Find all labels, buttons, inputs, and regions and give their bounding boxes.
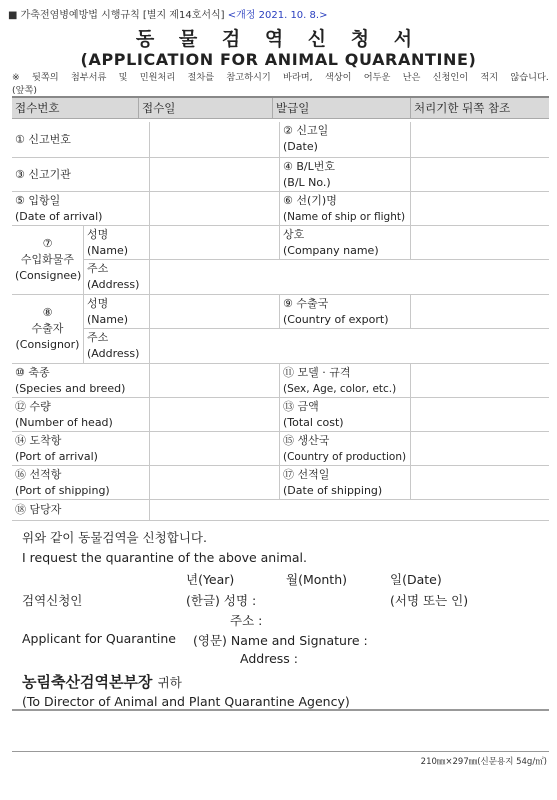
- signature-or-seal: (서명 또는 인): [390, 593, 469, 608]
- recipient: [22, 671, 182, 692]
- declaration-english: I request the quarantine of the above animal.: [22, 550, 307, 565]
- address-english[interactable]: Address :: [240, 651, 298, 666]
- title-korean: 동 물 검 역 신 청 서: [135, 28, 422, 50]
- declaration-section: [12, 523, 549, 709]
- issue-date-cell: 발급일: [273, 98, 411, 119]
- receipt-date-cell: 접수일: [139, 98, 273, 119]
- total-cost-input[interactable]: [411, 398, 549, 432]
- port-shipping-label: ⑯ 선적항 (Port of shipping): [12, 466, 150, 500]
- report-date-input[interactable]: [411, 122, 549, 158]
- paper-spec: 210㎜×297㎜(신문용지 54g/㎡): [420, 757, 547, 767]
- recipient-title: 농림축산검역본부장: [22, 673, 153, 691]
- law-reference: ■ 가축전염병예방법 시행규칙 [별지 제14호서식]: [8, 10, 225, 21]
- arrival-date-input[interactable]: [150, 192, 280, 226]
- note-line: ※ 뒷쪽의 첨부서류 및 민원처리 절차를 참고하시기 바라며, 색상이 어두운 난은 신청인이 적지 않습니다.: [12, 72, 549, 83]
- bottom-rule: [12, 751, 549, 752]
- production-country-input[interactable]: [411, 432, 549, 466]
- instruction-note: [12, 71, 549, 97]
- section-divider: [12, 709, 549, 711]
- revision-date: <개정 2021. 10. 8.>: [227, 10, 328, 21]
- report-date-label: ② 신고일 (Date): [280, 122, 411, 158]
- title-english: (APPLICATION FOR ANIMAL QUARANTINE): [80, 50, 477, 69]
- person-in-charge-input[interactable]: [150, 500, 549, 521]
- company-name-label: 상호 (Company name): [280, 226, 411, 260]
- form-reference: [8, 6, 327, 21]
- production-country-label: ⑮ 생산국 (Country of production): [280, 432, 411, 466]
- shipping-date-input[interactable]: [411, 466, 549, 500]
- applicant-name-korean[interactable]: (한글) 성명 :: [186, 593, 257, 608]
- recipient-english: (To Director of Animal and Plant Quarantine Agency): [22, 694, 350, 709]
- shipping-date-label: ⑰ 선적일 (Date of shipping): [280, 466, 411, 500]
- consignee-address-input[interactable]: [150, 260, 549, 295]
- month-label: 월(Month): [286, 572, 348, 587]
- report-number-label: ① 신고번호: [12, 122, 150, 158]
- consignee-name-label: 성명 (Name): [84, 226, 150, 260]
- processing-period-cell: 처리기한 뒤쪽 참조: [411, 98, 549, 119]
- export-country-input[interactable]: [411, 295, 549, 329]
- applicant-label-korean: 검역신청인: [22, 593, 83, 608]
- consignee-name-input[interactable]: [150, 226, 280, 260]
- recipient-honorific: 귀하: [157, 675, 182, 690]
- port-arrival-input[interactable]: [150, 432, 280, 466]
- ship-name-input[interactable]: [411, 192, 549, 226]
- day-label: 일(Date): [390, 572, 442, 587]
- quantity-input[interactable]: [150, 398, 280, 432]
- report-number-input[interactable]: [150, 122, 280, 158]
- consignor-label: ⑧ 수출자 (Consignor): [12, 295, 84, 364]
- port-arrival-label: ⑭ 도착항 (Port of arrival): [12, 432, 150, 466]
- consignor-address-input[interactable]: [150, 329, 549, 364]
- company-name-input[interactable]: [411, 226, 549, 260]
- page-side-label: (앞쪽): [12, 85, 37, 96]
- total-cost-label: ⑬ 금액 (Total cost): [280, 398, 411, 432]
- consignor-address-label: 주소 (Address): [84, 329, 150, 364]
- quantity-label: ⑫ 수량 (Number of head): [12, 398, 150, 432]
- consignee-address-label: 주소 (Address): [84, 260, 150, 295]
- address-korean[interactable]: 주소 :: [230, 613, 263, 628]
- model-spec-label: ⑪ 모델 · 규격 (Sex, Age, color, etc.): [280, 364, 411, 398]
- applicant-name-english[interactable]: (영문) Name and Signature :: [193, 633, 368, 648]
- port-shipping-input[interactable]: [150, 466, 280, 500]
- year-label: 년(Year): [186, 572, 235, 587]
- report-agency-label: ③ 신고기관: [12, 158, 150, 192]
- species-input[interactable]: [150, 364, 280, 398]
- report-agency-input[interactable]: [150, 158, 280, 192]
- export-country-label: ⑨ 수출국 (Country of export): [280, 295, 411, 329]
- applicant-label-english: Applicant for Quarantine: [22, 631, 176, 646]
- arrival-date-label: ⑤ 입항일 (Date of arrival): [12, 192, 150, 226]
- bl-number-label: ④ B/L번호 (B/L No.): [280, 158, 411, 192]
- consignor-name-label: 성명 (Name): [84, 295, 150, 329]
- consignee-label: ⑦ 수입화물주 (Consignee): [12, 226, 84, 295]
- bl-number-input[interactable]: [411, 158, 549, 192]
- species-label: ⑩ 축종 (Species and breed): [12, 364, 150, 398]
- model-spec-input[interactable]: [411, 364, 549, 398]
- declaration-korean: 위와 같이 동물검역을 신청합니다.: [22, 530, 207, 545]
- ship-name-label: ⑥ 선(기)명 (Name of ship or flight): [280, 192, 411, 226]
- person-in-charge-label: ⑱ 담당자: [12, 500, 150, 521]
- receipt-number-cell: 접수번호: [12, 98, 139, 119]
- consignor-name-input[interactable]: [150, 295, 280, 329]
